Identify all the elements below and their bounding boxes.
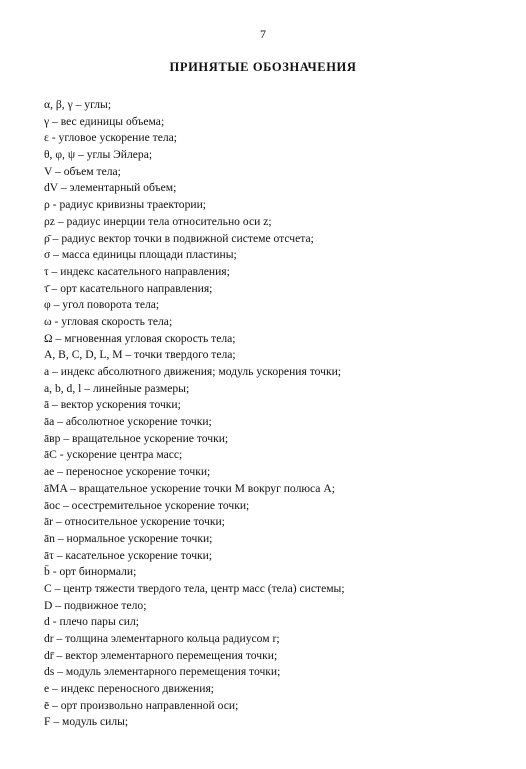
notation-entry: α, β, γ – углы; xyxy=(44,98,112,111)
notation-entry: āa – абсолютное ускорение точки; xyxy=(44,415,212,429)
notation-entry: τ̄ – орт касательного направления; xyxy=(44,281,213,295)
page-heading: ПРИНЯТЫЕ ОБОЗНАЧЕНИЯ xyxy=(169,60,357,74)
notation-entry: ρz – радиус инерции тела относительно оси z; xyxy=(44,214,272,228)
notation-entry: V – объем тела; xyxy=(44,164,121,178)
notation-entry: ε - угловое ускорение тела; xyxy=(44,131,177,145)
notation-entry: ω - угловая скорость тела; xyxy=(44,314,173,328)
notation-entry: ā – вектор ускорения точки; xyxy=(44,398,181,412)
notation-entry: φ – угол поворота тела; xyxy=(44,298,160,312)
notation-entry: D – подвижное тело; xyxy=(44,598,147,612)
notation-entry: dr̄ – вектор элементарного перемещения точки; xyxy=(44,648,278,662)
notation-entry: ρ - радиус кривизны траектории; xyxy=(44,198,207,212)
notation-entry: γ – вес единицы объема; xyxy=(44,114,165,128)
notation-entry: ār – относительное ускорение точки; xyxy=(44,515,225,529)
notation-entry: A, B, C, D, L, M – точки твердого тела; xyxy=(44,348,236,362)
notation-entry: d - плечо пары сил; xyxy=(44,615,140,629)
notation-entry: C – центр тяжести твердого тела, центр масс (тела) системы; xyxy=(44,581,345,595)
notation-entry: Ω – мгновенная угловая скорость тела; xyxy=(44,331,236,345)
notation-entry: āвр – вращательное ускорение точки; xyxy=(44,431,229,445)
notation-entry: a – индекс абсолютного движения; модуль ускорения точки; xyxy=(44,365,342,378)
notation-entry: āτ – касательное ускорение точки; xyxy=(44,548,213,562)
notation-entry: ds – модуль элементарного перемещения точки; xyxy=(44,665,281,679)
notation-entry: āMA – вращательное ускорение точки M вокруг полюса A; xyxy=(44,481,335,495)
notation-list xyxy=(44,97,514,731)
notation-entry: ρ̄ – радиус вектор точки в подвижной системе отсчета; xyxy=(44,231,314,245)
notation-entry: F – модуль силы; xyxy=(44,715,129,729)
notation-entry: θ, φ, ψ – углы Эйлера; xyxy=(44,148,153,162)
notation-entry: ē – орт произвольно направленной оси; xyxy=(44,698,239,712)
notation-entry: b̄ - орт бинормали; xyxy=(44,565,137,579)
notation-entry: āoc – осестремительное ускорение точки; xyxy=(44,498,250,512)
notation-entry: ae – переносное ускорение точки; xyxy=(44,465,211,479)
notation-entry: a, b, d, l – линейные размеры; xyxy=(44,381,190,395)
notation-entry: dV – элементарный объем; xyxy=(44,181,177,195)
notation-entry: σ – масса единицы площади пластины; xyxy=(44,248,237,262)
notation-entry: ān – нормальное ускорение точки; xyxy=(44,531,213,545)
notation-entry: e – индекс переносного движения; xyxy=(44,682,215,696)
notation-entry: dr – толщина элементарного кольца радиусом r; xyxy=(44,632,280,645)
notation-entry: āC - ускорение центра масс; xyxy=(44,448,183,462)
page-number: 7 xyxy=(260,27,266,41)
notation-entry: τ – индекс касательного направления; xyxy=(44,264,230,278)
